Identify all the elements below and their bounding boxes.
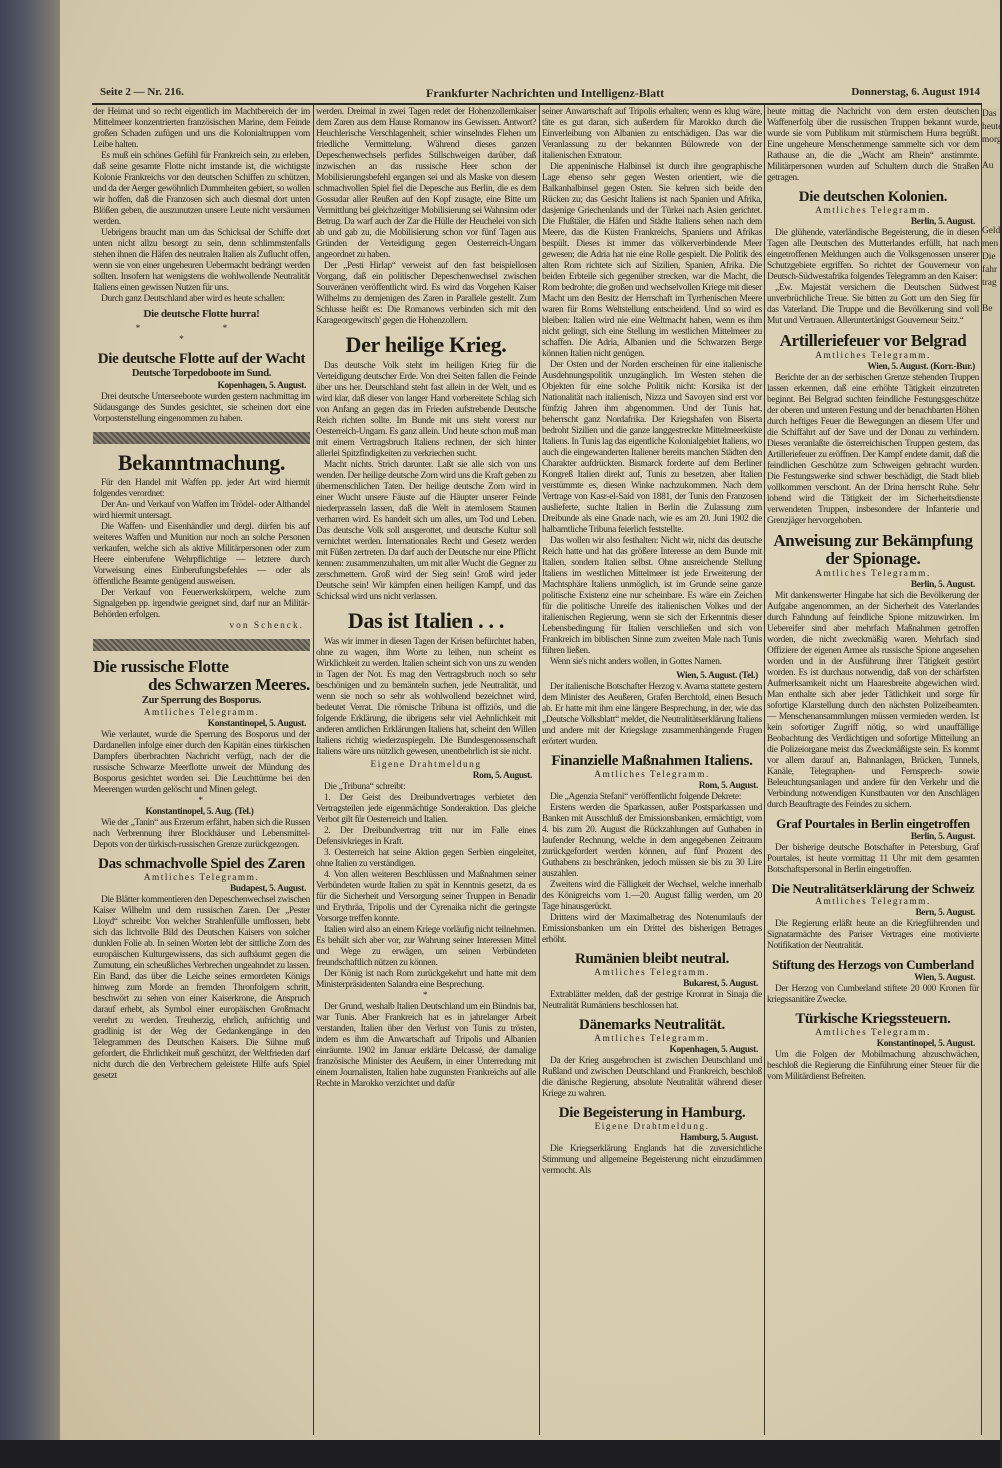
- subheadline: Deutsche Torpedoboote im Sund.: [131, 368, 272, 379]
- article-body: [542, 1056, 762, 1100]
- source-line: Amtliches Telegramm.: [815, 206, 931, 216]
- paragraph: seiner Anwartschaft auf Tripolis erhalten; wenn es klug wäre, täte es gut daran, sich außerdem für Marokko durch die Einverleibung von Albanien zu entschädigen. Das war die Veranlassung zu der bekannten Bülowrede von der italienischen Extratour.: [542, 107, 762, 161]
- headline: Die Neutralitätserklärung der Schweiz: [771, 881, 975, 896]
- paragraph: Die Blätter kommentieren den Depeschenwechsel zwischen Kaiser Wilhelm und dem russischen Zaren. Der „Pester Lloyd“ schreibt: Von welcher Strahlenfülle umflossen, hebt sich das lichtvolle Bild des Deutschen Kaisers von solcher dunklen Folie ab. In seinen Worten lebt der sittliche Zorn des europäischen Kulturgewissens, das sich aufbäumt gegen die Zumutung, ein scheußliches Verbrechen ungeahndet zu lassen. Ein Band, das über die Leiche seines ermordeten Königs hinweg zum Morde an fremden Thronfolgern schritt, beschwört zu sehen von einer Kaiserkrone, die Anspruch darauf erhebt, als Symbol einer europäischen Großmacht verehrt zu werden. Treuherzig, ehrlich, aufrichtig und gradlinig ist der Weg der Gedankengänge in den Telegrammen des Deutschen Kaisers. Die Sühne muß gefordert, die Ehrlichkeit muß geschützt, der Weltfrieden darf nicht durch die den Verbrechern geleistete Hilfe aufs Spiel gesetzt: [93, 895, 310, 1081]
- next-page-fragment: Das: [982, 109, 997, 119]
- paragraph: Der „Pesti Hirlap“ verweist auf den fast beispiellosen Vorgang, daß ein politischer Depeschenwechsel zwischen Souveränen veröffentlicht wird. Es wird das Vorgehen Kaiser Wilhelms zu demjenigen des Zaren in Parallele gestellt. Zum Schlusse heißt es: Die Romanows verbinden sich mit den Karageorgewitsch' gegen die Hohenzollern.: [316, 261, 536, 326]
- headline: Artilleriefeuer vor Belgrad: [779, 331, 967, 350]
- paragraph: Die Kriegserklärung Englands hat die zuversichtliche Stimmung und allgemeine Begeisterung nicht einzudämmen vermocht. Als: [542, 1144, 762, 1176]
- paragraph: Da der Krieg ausgebrochen ist zwischen Deutschland und Rußland und zwischen Deutschland und Frankreich, beschloß die dänische Regierung, absolute Neutralität während dieser Kriege zu wahren.: [542, 1056, 762, 1099]
- next-page-fragment: [982, 173, 1000, 186]
- headline: Das schmachvolle Spiel des Zaren: [98, 856, 305, 872]
- headline: Dänemarks Neutralität.: [579, 1017, 725, 1033]
- paragraph: 4. Von allen weiteren Beschlüssen und Maßnahmen seiner Verbündeten wurde Italien zu spät in Kenntnis gesetzt, da es für die Sicherheit und Versorgung seiner Truppen in Benadir und Erythräa, Tripolis und der Cyrenaika nicht die geringste Vorsorge treffen konnte.: [316, 870, 536, 924]
- paragraph: Es muß ein schönes Gefühl für Frankreich sein, zu erleben, daß seine gesamte Flotte nicht imstande ist, die wichtigste Kolonie Frankreichs vor den deutschen Schiffen zu schützen, und da der Aerger gewöhnlich Dummheiten gebiert, so wollen wir hoffen, daß die Franzosen sich auch diesmal dort unten Blößen geben, die auszunutzen unsere Leute nicht versäumen werden.: [93, 151, 310, 227]
- paragraph: Die glühende, vaterländische Begeisterung, die in diesen Tagen alle Deutschen des Mutterlandes erfüllt, hat nach eingetroffenen Meldungen auch die Volksgenossen unserer Schutzgebiete ergriffen. So richtet der Gouverneur von Deutsch-Südwestafrika folgendes Telegramm an den Kaiser:: [767, 228, 979, 282]
- paragraph: Zweitens wird die Fälligkeit der Wechsel, welche innerhalb des Königreichs vom 1.—20. August fällig werden, um 20 Tage hinausgerückt.: [542, 880, 762, 912]
- next-page-fragment: [982, 199, 1000, 212]
- dateline: Konstantinopel, 5. August.: [876, 1039, 975, 1049]
- source-line: Amtliches Telegramm.: [594, 770, 710, 780]
- dateline: Konstantinopel, 5. August.: [207, 719, 306, 729]
- headline: Die deutschen Kolonien.: [798, 189, 948, 205]
- article-body: [93, 478, 310, 621]
- paragraph: Die „Tribuna“ schreibt:: [324, 782, 406, 792]
- paragraph: Wie der „Tanin“ aus Erzerum erfährt, haben sich die Russen nach Verbrennung ihrer Blockhäuser und Lebensmittel-Depots von der türkisch-russischen Grenze zurückgezogen.: [93, 818, 310, 850]
- article-body: [767, 373, 979, 527]
- column-rule: [764, 105, 765, 1435]
- article-continuation: [767, 107, 979, 184]
- dateline: Budapest, 5. August.: [229, 884, 306, 894]
- source-line: Eigene Drahtmeldung: [370, 760, 482, 770]
- source-line: Amtliches Telegramm.: [143, 708, 260, 718]
- next-page-fragment: [982, 290, 1000, 303]
- signature: von Schenck.: [229, 621, 304, 631]
- paragraph: Erstens werden die Sparkassen, außer Postsparkassen und Banken mit Ausschluß der Emissionsbanken, ermächtigt, vom 4. bis zum 20. August die Rückzahlungen auf Guthaben in laufender Rechnung, welche in dem angegebenen Zeitraum zurückgefordert werden können, auf fünf Prozent des Guthabens zu beschränken, jedoch müssen sie bis zu 30 Lire auszahlen.: [542, 803, 762, 879]
- paragraph: Der Grund, weshalb Italien Deutschland um ein Bündnis bat, war Tunis. Aber Frankreich hat es in jahrelanger Arbeit verstanden, Italien über den Verlust von Tunis zu trösten, indem es ihm die Anwartschaft auf Tripolis und Albanien einräumte. 1902 im Januar erklärte Delcassé, der damalige französische Minister des Aeußern, in einer Unterredung mit einem Journalisten, Italien habe zugunsten Frankreichs auf alle Rechte in Marokko verzichtet und dafür: [316, 1002, 536, 1089]
- article-body: [316, 782, 536, 991]
- article-body: [316, 1002, 536, 1090]
- paragraph: werden. Dreimal in zwei Tagen redet der Hohenzollernkaiser dem Zaren aus dem Hause Romanow ins Gewissen. Antwort? Heuchlerische Verschlagenheit, schier winselndes Flehen um friedliche Vermittelung. Während dieses ganzen Depeschenwechsels perfides Stillschweigen darüber, daß inzwischen an das russische Heer schon der Mobilisierungsbefehl ergangen sei und als Maske von diesem schmachvollen Spiel fiel die Depesche aus Berlin, die es dem Gossudar aller Reußen auf den Kopf zusagte, eine Bitte um Vermittlung bei gleichzeitiger Mobilisierung sei Wahnsinn oder Betrug. Da warf auch der Zar die Hülle der Heuchelei von sich ab und gab zu, die Mobilisierung schon vor fünf Tagen aus Gründen der Verteidigung gegen Oesterreich-Ungarn angeordnet zu haben.: [316, 107, 537, 260]
- dateline: Wien, 5. August. (Tel.): [676, 671, 758, 681]
- paragraph: Der Herzog von Cumberland stiftete 20 000 Kronen für kriegssanitäre Zwecke.: [767, 984, 979, 1005]
- headline: Türkische Kriegssteuern.: [795, 1011, 951, 1027]
- headline: Bekanntmachung.: [117, 450, 286, 475]
- cheer-line: Die deutsche Flotte hurra!: [143, 308, 260, 320]
- scan-background: [0, 1440, 1000, 1468]
- header-rule: [92, 103, 982, 105]
- column-rule: [539, 105, 540, 1435]
- next-page-fragment: Geld: [982, 226, 1001, 236]
- headline: Die Begeisterung in Hamburg.: [558, 1105, 746, 1121]
- article-body: [316, 361, 536, 603]
- dateline: Hamburg, 5. August.: [680, 1133, 758, 1143]
- next-page-fragment: morg: [982, 135, 1002, 145]
- separator-star: *: [198, 796, 205, 806]
- article-body: [767, 228, 979, 327]
- paragraph: Der Osten und der Norden erscheinen für eine italienische Ausdehnungspolitik unzugänglich. Im Westen stehen die Objekten für eine solche Politik nicht: Korsika ist der Nationalität nach italienisch, Nizza und Savoyen sind erst vor fünfzig Jahren ihm abgenommen. Und der Tunis hat, beherrscht ganz Nordafrika. Der Kriegshafen von Biserta bedroht Sizilien und die ganze langgestreckte Mittelmeerküste Italiens. In Tunis lag das eigentliche Kolonialgebiet Italiens, wo auch die eingewanderten Italiener bereits manchen Städten den Charakter aufdrückten. Bismarck forderte auf dem Berliner Kongreß Italien direkt auf, Tunis zu besetzen, aber Italien verstümmte es, diesen Winke nachzukommen. Nach dem Vertrage von Kasr-el-Said von 1881, der Tunis den Franzosen auslieferte, suchte Italien in Berlin die Zulassung zum Dreibunde als eine Gnade nach, wie es am 20. Juni 1902 die halbamtliche Tribuna feierlich feststellte.: [542, 360, 762, 535]
- paragraph: heute mittag die Nachricht von dem ersten deutschen Waffenerfolg über die russischen Truppen bekannt wurde, wurde sie vom Publikum mit stürmischem Hurra begrüßt. Eine ungeheure Menschenmenge sammelte sich vor dem Rathause an, die die „Wacht am Rhein“ anstimmte. Militärpersonen wurden auf Schultern durch die Straßen getragen.: [767, 107, 979, 183]
- paragraph: Wie verlautet, wurde die Sperrung des Bosporus und der Dardanellen infolge einer durch den Kapitän eines türkischen Dampfers überbrachten Nachricht verfügt, nach der die russische Schwarze Meerflotte unweit der Mündung des Bosporus gesichtet worden sei. Die Leuchttürme bei den Meerengen wurden gelöscht und Minen gelegt.: [93, 730, 310, 795]
- paragraph: Der bisherige deutsche Botschafter in Petersburg, Graf Pourtales, ist heute vormittag 11 Uhr mit dem gesamten Botschaftspersonal in Berlin eingetroffen.: [767, 843, 979, 875]
- page-header: [96, 84, 980, 102]
- article-body: [316, 637, 536, 758]
- paragraph: 3. Oesterreich hat seine Aktion gegen Serbien eingeleitet, ohne Italien zu verständigen.: [316, 848, 536, 869]
- paragraph: Die Regierung erläßt heute an die Kriegführenden und Signatarmächte des Pariser Vertrages eine motivierte Notifikation der Neutralität.: [767, 919, 979, 951]
- dateline: Bern, 5. August.: [915, 908, 975, 918]
- source-line: Amtliches Telegramm.: [594, 968, 710, 978]
- next-page-fragment: [982, 147, 1000, 160]
- dateline: Berlin, 5. August.: [910, 832, 975, 842]
- article-body: [93, 895, 310, 1082]
- column-1: [93, 107, 310, 1082]
- separator-dots: * * *: [135, 324, 268, 345]
- dateline: Berlin, 5. August.: [910, 580, 975, 590]
- paragraph: der Heimat und so recht eigentlich im Machtbereich der im Mittelmeer konzentrierten französischen Marine, dem Feinde großen Schaden zufügen und uns die Kolonialtruppen vom Leibe halten.: [93, 107, 310, 150]
- paragraph: Die Waffen- und Eisenhändler und dergl. dürfen bis auf weiteres Waffen und Munition nur noch an solche Personen verkaufen, welche sich als aktive Militärpersonen oder zum Heere einberufene Wehrpflichtige — letztere durch Vorweisung eines Einberufungsbefehles — oder als öffentliche Beamte genügend ausweisen.: [93, 522, 310, 587]
- headline: Graf Pourtales in Berlin eingetroffen: [776, 816, 970, 831]
- headline: Anweisung zur Bekämpfung: [773, 531, 973, 550]
- next-page-fragment: men: [982, 239, 999, 249]
- source-line: Amtliches Telegramm.: [815, 351, 931, 361]
- next-page-fragment: fahr: [982, 265, 998, 275]
- paragraph: Der Verkauf von Feuerwerkskörpern, welche zum Signalgeben pp. irgendwie geeignet sind, darf nur an Militär-Behörden erfolgen.: [93, 588, 310, 620]
- source-line: Eigene Drahtmeldung.: [594, 1122, 710, 1132]
- dateline: Bukarest, 5. August.: [683, 979, 758, 989]
- paragraph: Drei deutsche Unterseeboote wurden gestern nachmittag im Südausgange des Sundes gesichtet, sie scheinen dort eine Vorpostenstellung eingenommen zu haben.: [93, 392, 310, 424]
- headline: Das ist Italien . . .: [347, 608, 505, 633]
- dateline: Wien, 5. August. (Korr.-Bur.): [867, 362, 975, 372]
- column-3: [542, 107, 762, 1177]
- subheadline: Zur Sperrung des Bosporus.: [141, 695, 262, 706]
- paragraph: „Ew. Majestät versichern die Deutschen Südwest unverbrüchliche Treue. Sie bitten zu Gott um den Sieg für das Vaterland. Die Truppe und die Bevölkerung sind voll Mut und Vertrauen. Alleruntertänigst Gouverneur Seitz.“: [767, 283, 979, 326]
- article-body: [542, 792, 762, 946]
- dateline: Rom, 5. August.: [698, 781, 758, 791]
- page-number: Seite 2 — Nr. 216.: [100, 86, 184, 98]
- paragraph: Macht nichts. Strich darunter. Laßt sie alle sich von uns wenden. Der heilige deutsche Zorn wird uns die Kraft geben zu übermenschlichen Taten. Der heilige deutsche Zorn wird in einer Wucht unsere Fäuste auf die Häupter unserer Feinde niederprasseln lassen, daß die Welt in atemlosem Staunen verharren wird. Es handelt sich um alles, um Tod und Leben. Das deutsche Volk soll ausgerottet, und deutsche Kultur soll vernichtet werden. Internationales Recht und Gesetz werden mit Füßen zertreten. Da darf auch der Deutsche nur eine Pflicht kennen: zusammenzuhalten, um mit aller Wucht die Gegner zu zerschmettern. Groß wird der Sieg sein! Groß wird jeder Deutsche sein! Wir kämpfen einen heiligen Kampf, und das Schicksal wird uns nicht verlassen.: [316, 460, 536, 602]
- headline: Die deutsche Flotte auf der Wacht: [97, 351, 306, 367]
- next-page-fragment: Die: [982, 252, 996, 262]
- separator-star: *: [422, 991, 430, 1001]
- article-continuation: [316, 107, 536, 327]
- paragraph: Die appeninische Halbinsel ist durch ihre geographische Lage ebenso sehr gegen Westen orientiert, wie die Balkanhalbinsel gegen Osten. Sie kehren sich beide den Rücken zu; das Gesicht Italiens ist nach Spanien und Afrika, dasjenige Griechenlands und der Türkei nach Asien gerichtet. Die Flußtäler, die Häfen und Städte Italiens sehen nach dem Meere, das die Küsten Frankreichs, Spaniens und Afrikas bespült. Dieses ist immer das völkerverbindende Meer gewesen; die Adria hat nie eine Rolle gespielt. Die Politik des alten Rom richtete sich auf Sizilien, Spanien, Afrika. Die beiden Erbteile sich gegenüber strecken, war die Macht, die Rom bedrohte; die großen und wechselvollen Kriege mit dieser Macht um den Besitz der Herrschaft im Tyrrhenischen Meere waren für Roms Weltstellung entscheidend. Und so wird es bleiben: Italien wird nie eine Weltmacht haben, wenn es ihm nicht gelingt, sich eine Stellung im westlichen Mittelmeer zu schaffen. Die Adria, Albanien und die Schwarzen Berge können Italien nicht genügen.: [542, 162, 762, 359]
- paragraph: Extrablätter melden, daß der gestrige Kronrat in Sinaja die Neutralität Rumäniens beschlossen hat.: [542, 990, 762, 1011]
- paragraph: Das wollen wir also festhalten: Nicht wir, nicht das deutsche Reich hatte und hat das größere Interesse an dem Bunde mit Italien, sondern Italien selbst. Ohne ausreichende Stellung Italiens im westlichen Mittelmeer ist jede Erweiterung der Machtsphäre Italiens unmöglich, ist im Grunde seine ganze politische Existenz eine nur scheinbare. Es wäre ein Zeichen für die politische Unreife des italienischen Volkes und der italienischen Regierung, wenn sie sich der Erkenntnis dieser Lebensbedingung für Italien verschließen und sich von Frankreich im biblischen Sinne zum zweiten Male nach Tunis führen ließen.: [542, 536, 762, 656]
- dateline: Rom, 5. August.: [472, 771, 532, 781]
- dateline: Kopenhagen, 5. August.: [217, 381, 306, 391]
- ornamental-rule: [93, 639, 310, 651]
- article-body: [767, 843, 979, 876]
- next-page-fragment: heute: [982, 122, 1002, 132]
- article-body: [542, 1144, 762, 1177]
- source-line: Amtliches Telegramm.: [594, 1034, 710, 1044]
- article-continuation: [93, 107, 310, 305]
- paragraph: Für den Handel mit Waffen pp. jeder Art wird hiermit folgendes verordnet:: [93, 478, 310, 499]
- paragraph: Um die Folgen der Mobilmachung abzuschwächen, beschloß die Regierung die Einführung einer Steuer für die vom Militärdienst Befreiten.: [767, 1050, 979, 1082]
- next-page-edge: [982, 108, 1000, 1438]
- paragraph: Wenn sie's nicht anders wollen, in Gottes Namen.: [550, 657, 722, 667]
- headline: Die russische Flotte: [93, 657, 229, 676]
- paragraph: Der italienische Botschafter Herzog v. Avarna stattete gestern dem Minister des Aeußeren, Grafen Berchtold, einen Besuch ab. Er hatte mit ihm eine längere Besprechung, in der, wie das „Deutsche Volksblatt“ meldet, die Neutralitätserklärung Italiens und andere mit der Kriegslage zusammenhängende Fragen erörtert wurden.: [542, 682, 762, 747]
- dateline: Kopenhagen, 5. August.: [669, 1045, 758, 1055]
- source-line: Amtliches Telegramm.: [815, 1028, 931, 1038]
- article-body: [93, 818, 310, 851]
- paragraph: Was wir immer in diesen Tagen der Krisen befürchtet haben, ohne zu wagen, ihm Worte zu leihen, nun scheint es Wirklichkeit zu werden. Italien scheint sich von uns zu wenden in Tagen der Not. Es mag den Vertragsbruch noch so sehr beschönigen und zu bemänteln suchen, jede Neutralität, und wenn sie noch so sehr als wohlwollend bezeichnet wird, bedeutet Verrat. Die römische Tribuna ist offiziös, und die folgende Erklärung, die übrigens sehr viel Aehnlichkeit mit anderen amtlichen Erklärungen Italiens hat, scheint den Willen Italiens richtig wiederzuspiegeln. Die Bundesgenossenschaft Italiens wäre uns nützlich gewesen, unentbehrlich ist sie nicht.: [316, 637, 536, 757]
- paragraph: Mit dankenswerter Hingabe hat sich die Bevölkerung der Aufgabe angenommen, an der Sicherheit des Vaterlandes durch Fahndung auf feindliche Spione mitzuwirken. Im Uebereifer sind aber mehrfach Maßnahmen getroffen worden, die nicht zweckmäßig waren. Mehrfach sind Offiziere der eigenen Armee als russische Spione angesehen worden und in der Ausführung ihrer Tätigkeit gestört worden. Es ist durchaus notwendig, daß von der schärfsten Aufmerksamkeit nicht um Haaresbreite abgewichen wird. Man enthalte sich aber jeder Tätlichkeit und sorge für sofortige Klarstellung durch den nächsten Polizeibeamten. — Menschenansammlungen müssen vermieden werden. Ist kein sofortiger Zugriff nötig, so wird unauffällige Beobachtung des Verdächtigen und sofortige Mitteilung an die Polizeiorgane meist das Zweckmäßigste sein. Es kommt vor allem darauf an, Bahnanlagen, Brücken, Tunnels, Kanäle, Telegraphen- und Fernsprech- sowie Beleuchtungsanlagen und andere für den Verkehr und die Verbindung notwendigen Kunstbauten vor den Anschlägen durch Beauftragte des Feindes zu sichern.: [767, 591, 979, 810]
- dateline: Wien, 5. August.: [914, 973, 975, 983]
- source-line: Amtliches Telegramm.: [815, 897, 931, 907]
- headline: Der heilige Krieg.: [345, 332, 507, 357]
- article-body: [542, 682, 762, 748]
- paragraph: Das deutsche Volk steht im heiligen Krieg für die Verteidigung deutscher Erde. Von drei Seiten fallen die Feinde über uns her. Deutschland steht fast allein in der Welt, und es wird klar, daß dieser von langer Hand vorbereitete Schlag sich von Anfang an gegen das im Frieden aufstrebende Deutsche Reich richten sollte. Im Bunde mit uns steht vorerst nur Oesterreich-Ungarn. Es ganz allein. Und heute schon muß man mit einem Vertragsbruch Italiens rechnen, der sich hinter allerlei Spitzfindigkeiten zu verkriechen sucht.: [316, 361, 536, 459]
- next-page-fragment: Au: [982, 161, 994, 171]
- article-body: [767, 591, 979, 811]
- article-body: [93, 392, 310, 425]
- issue-date: Donnerstag, 6. August 1914: [851, 86, 980, 98]
- next-page-fragment: Be: [982, 304, 993, 314]
- column-2: [316, 107, 536, 1090]
- headline: der Spionage.: [825, 549, 921, 568]
- paragraph: Drittens wird der Maximalbetrag des Notenumlaufs der Emissionsbanken um ein Drittel des bisherigen Betrages erhöht.: [542, 913, 762, 945]
- paragraph: Die „Agenzia Stefani“ veröffentlicht folgende Dekrete:: [550, 792, 742, 802]
- article-body: [542, 990, 762, 1012]
- paragraph: 2. Der Dreibundvertrag tritt nur im Falle eines Defensivkrieges in Kraft.: [316, 826, 536, 847]
- headline: Stiftung des Herzogs von Cumberland: [772, 957, 974, 972]
- masthead: Frankfurter Nachrichten und Intelligenz-Blatt: [426, 86, 665, 100]
- headline: Rumänien bleibt neutral.: [574, 951, 730, 967]
- paragraph: Italien wird also an einem Kriege vorläufig nicht teilnehmen. Es behält sich aber vor, zur Wahrung seiner Interessen Mittel und Wege zu erwägen, um seinen Verbündeten freundschaftlich nützen zu können.: [316, 925, 536, 968]
- paragraph: Uebrigens braucht man um das Schicksal der Schiffe dort unten nicht allzu besorgt zu sein, denn schlimmstenfalls stehen ihnen die Häfen des neutralen Italien als Zuflucht offen, wenn sie von einer ungeheuren Uebermacht bedrängt werden sollten. Insofern hat wenigstens die wohlwollende Neutralität Italiens einen gewissen Nutzen für uns.: [93, 228, 310, 293]
- next-page-fragment: [982, 212, 1000, 225]
- paragraph: Durch ganz Deutschland aber wird es heute schallen:: [101, 294, 285, 304]
- source-line: Amtliches Telegramm.: [143, 873, 260, 883]
- article-continuation: [542, 107, 762, 668]
- headline: des Schwarzen Meeres.: [148, 675, 310, 694]
- paragraph: Der König ist nach Rom zurückgekehrt und hatte mit dem Ministerpräsidenten Salandra eine Besprechung.: [316, 969, 536, 990]
- source-line: Amtliches Telegramm.: [815, 569, 931, 579]
- ornamental-rule: [93, 432, 310, 444]
- next-page-fragment: [982, 186, 1000, 199]
- paragraph: Berichte der an der serbischen Grenze stehenden Truppen lassen erkennen, daß eine erhöhte Tätigkeit einzutreten beginnt. Bei Belgrad suchten feindliche Festungsgeschütze der oberen und unteren Festung und der benachbarten Höhen durch heftiges Feuer die Bewegungen an diesem Ufer und die Schiffahrt auf der Save und der Donau zu verhindern. Dieses veranlaßte die österreichischen Truppen gestern, das Artilleriefeuer zu eröffnen. Der Kampf endete damit, daß die feindlichen Geschütze zum Schweigen gebracht wurden. Die Festungswerke sind schwer beschädigt, die Stadt blieb vollkommen verschont. An der Drina herrscht Ruhe. Sehr lobend wird die Tätigkeit der im Sicherheitsdienste verwendeten Truppen, insbesondere der Infanterie und Grenzjäger hervorgehoben.: [767, 373, 979, 526]
- column-rule: [313, 105, 314, 1435]
- dateline: Berlin, 5. August.: [910, 217, 975, 227]
- article-body: [767, 919, 979, 952]
- dateline: Konstantinopel, 5. Aug. (Tel.): [145, 807, 254, 817]
- article-body: [93, 730, 310, 796]
- article-body: [767, 1050, 979, 1083]
- headline: Finanzielle Maßnahmen Italiens.: [551, 753, 753, 769]
- column-4: [767, 107, 979, 1083]
- next-page-fragment: trag: [982, 278, 997, 288]
- paragraph: Der An- und Verkauf von Waffen im Trödel- oder Althandel wird hiermit untersagt.: [93, 500, 310, 521]
- paragraph: 1. Der Geist des Dreibundvertrages verbietet den Vertragsteilen jede eigenmächtige Sonderaktion. Das gleiche Verbot gilt für Oesterreich und Italien.: [316, 793, 536, 825]
- article-body: [767, 984, 979, 1006]
